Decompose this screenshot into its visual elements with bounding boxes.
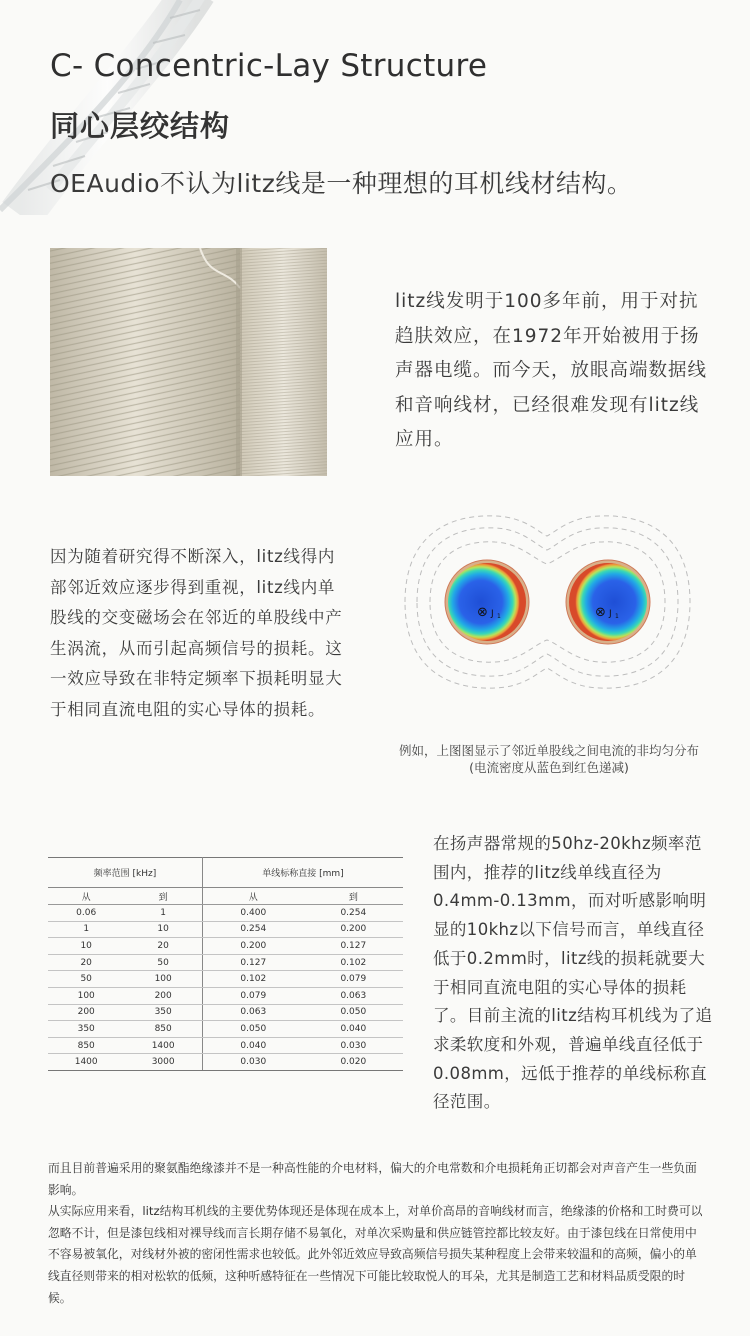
table-cell: 0.063 (202, 1004, 303, 1021)
right-wire-subscript: 1 (615, 613, 619, 620)
table-cell: 100 (124, 971, 202, 988)
table-cell: 0.020 (304, 1054, 403, 1071)
table-cell: 1 (124, 905, 202, 922)
table-cell: 0.06 (48, 905, 124, 922)
table-cell: 0.400 (202, 905, 303, 922)
title-chinese: 同心层绞结构 (50, 109, 231, 143)
table-cell: 1 (48, 921, 124, 938)
table-row (48, 938, 403, 955)
table-row (48, 905, 403, 922)
table-cell: 350 (48, 1021, 124, 1038)
left-wire-label: J (491, 609, 494, 619)
table-cell: 1400 (124, 1037, 202, 1054)
table-cell: 850 (48, 1037, 124, 1054)
table-cell: 0.030 (304, 1037, 403, 1054)
table-cell: 0.102 (304, 954, 403, 971)
table-cell: 0.040 (202, 1037, 303, 1054)
right-wire-symbol: ⊗ (595, 605, 606, 620)
current-density-diagram (395, 512, 700, 692)
table-cell: 200 (48, 1004, 124, 1021)
tagline: OEAudio不认为litz线是一种理想的耳机线材结构。 (50, 169, 633, 198)
left-wire-subscript: 1 (497, 613, 501, 620)
table-cell: 50 (124, 954, 202, 971)
subheader-to: 到 (124, 888, 202, 905)
caption-line-1: 例如，上图图显示了邻近单股线之间电流的非均匀分布 (398, 743, 699, 758)
proximity-effect-paragraph: 因为随着研究得不断深入，litz线得内部邻近效应逐步得到重视，litz线内单股线的交变磁场会在邻近的单股线中产生涡流，从而引起高频信号的损耗。这一效应导致在非特定频率下损耗明显大于相同直流电阻的实心导体的损耗。 (50, 547, 343, 719)
table-cell: 0.127 (202, 954, 303, 971)
table-cell: 10 (124, 921, 202, 938)
table-cell: 1400 (48, 1054, 124, 1071)
table-cell: 200 (124, 987, 202, 1004)
table-cell: 0.254 (202, 921, 303, 938)
table-cell: 0.030 (202, 1054, 303, 1071)
litz-diameter-table (48, 857, 403, 1071)
left-wire-symbol: ⊗ (477, 605, 488, 620)
table-cell: 0.050 (202, 1021, 303, 1038)
table-cell: 0.079 (202, 987, 303, 1004)
table-cell: 50 (48, 971, 124, 988)
litz-history-paragraph: litz线发明于100多年前，用于对抗趋肤效应，在1972年开始被用于扬声器电缆。而今天，放眼高端数据线和音响线材，已经很难发现有litz线应用。 (395, 291, 708, 450)
table-cell: 0.200 (304, 921, 403, 938)
table-cell: 350 (124, 1004, 202, 1021)
table-cell: 20 (124, 938, 202, 955)
table-header-diameter: 单线标称直接 [mm] (202, 858, 403, 888)
table-row (48, 971, 403, 988)
caption-line-2: (电流密度从蓝色到红色递减) (469, 760, 629, 775)
subheader-from: 从 (202, 888, 303, 905)
table-cell: 0.079 (304, 971, 403, 988)
right-wire-label: J (609, 609, 612, 619)
table-cell: 10 (48, 938, 124, 955)
footer-paragraph-2: 从实际应用来看，litz结构耳机线的主要优势体现还是体现在成本上，对单价高昂的音响线材而言，绝缘漆的价格和工时费可以忽略不计，但是漆包线相对裸导线而言长期存储不易氧化，对单次采购量和供应链管控都比较友好。由于漆包线在日常使用中不容易被氧化，对线材外被的密闭性需求也较低。此外邻近效应导致高频信号损失某种程度上会带来较温和的高频，偏小的单线直径则带来的相对松软的低频，这种听感特征在一些情况下可能比较取悦人的耳朵，尤其是制造工艺和材料品质受限的时候。 (48, 1204, 703, 1305)
table-cell: 0.254 (304, 905, 403, 922)
table-row (48, 1021, 403, 1038)
table-cell: 850 (124, 1021, 202, 1038)
table-row (48, 1037, 403, 1054)
litz-wire-spools-photo (50, 248, 327, 476)
table-row (48, 921, 403, 938)
subheader-to: 到 (304, 888, 403, 905)
table-row (48, 1054, 403, 1071)
footer-paragraph-1: 而且目前普遍采用的聚氨酯绝缘漆并不是一种高性能的介电材料，偏大的介电常数和介电损耗角正切都会对声音产生一些负面影响。 (48, 1161, 697, 1197)
footer-notes (48, 1158, 708, 1309)
table-cell: 0.063 (304, 987, 403, 1004)
subheader-from: 从 (48, 888, 124, 905)
recommended-diameter-paragraph: 在扬声器常规的50hz-20khz频率范围内，推荐的litz线单线直径为0.4mm-0.13mm，而对听感影响明显的10khz以下信号而言，单线直径低于0.2mm时，litz线的损耗就要大于相同直流电阻的实心导体的损耗了。目前主流的litz结构耳机线为了追求柔软度和外观，普遍单线直径低于0.08mm，远低于推荐的单线标称直径范围。 (433, 834, 713, 1112)
table-cell: 20 (48, 954, 124, 971)
table-cell: 3000 (124, 1054, 202, 1071)
table-cell: 100 (48, 987, 124, 1004)
table-row (48, 987, 403, 1004)
table-cell: 0.102 (202, 971, 303, 988)
table-header-frequency: 频率范围 [kHz] (48, 858, 202, 888)
table-cell: 0.040 (304, 1021, 403, 1038)
table-cell: 0.200 (202, 938, 303, 955)
diagram-caption (368, 742, 730, 776)
table-row (48, 954, 403, 971)
table-cell: 0.127 (304, 938, 403, 955)
title-english: C- Concentric-Lay Structure (50, 48, 488, 84)
table-row (48, 1004, 403, 1021)
table-cell: 0.050 (304, 1004, 403, 1021)
